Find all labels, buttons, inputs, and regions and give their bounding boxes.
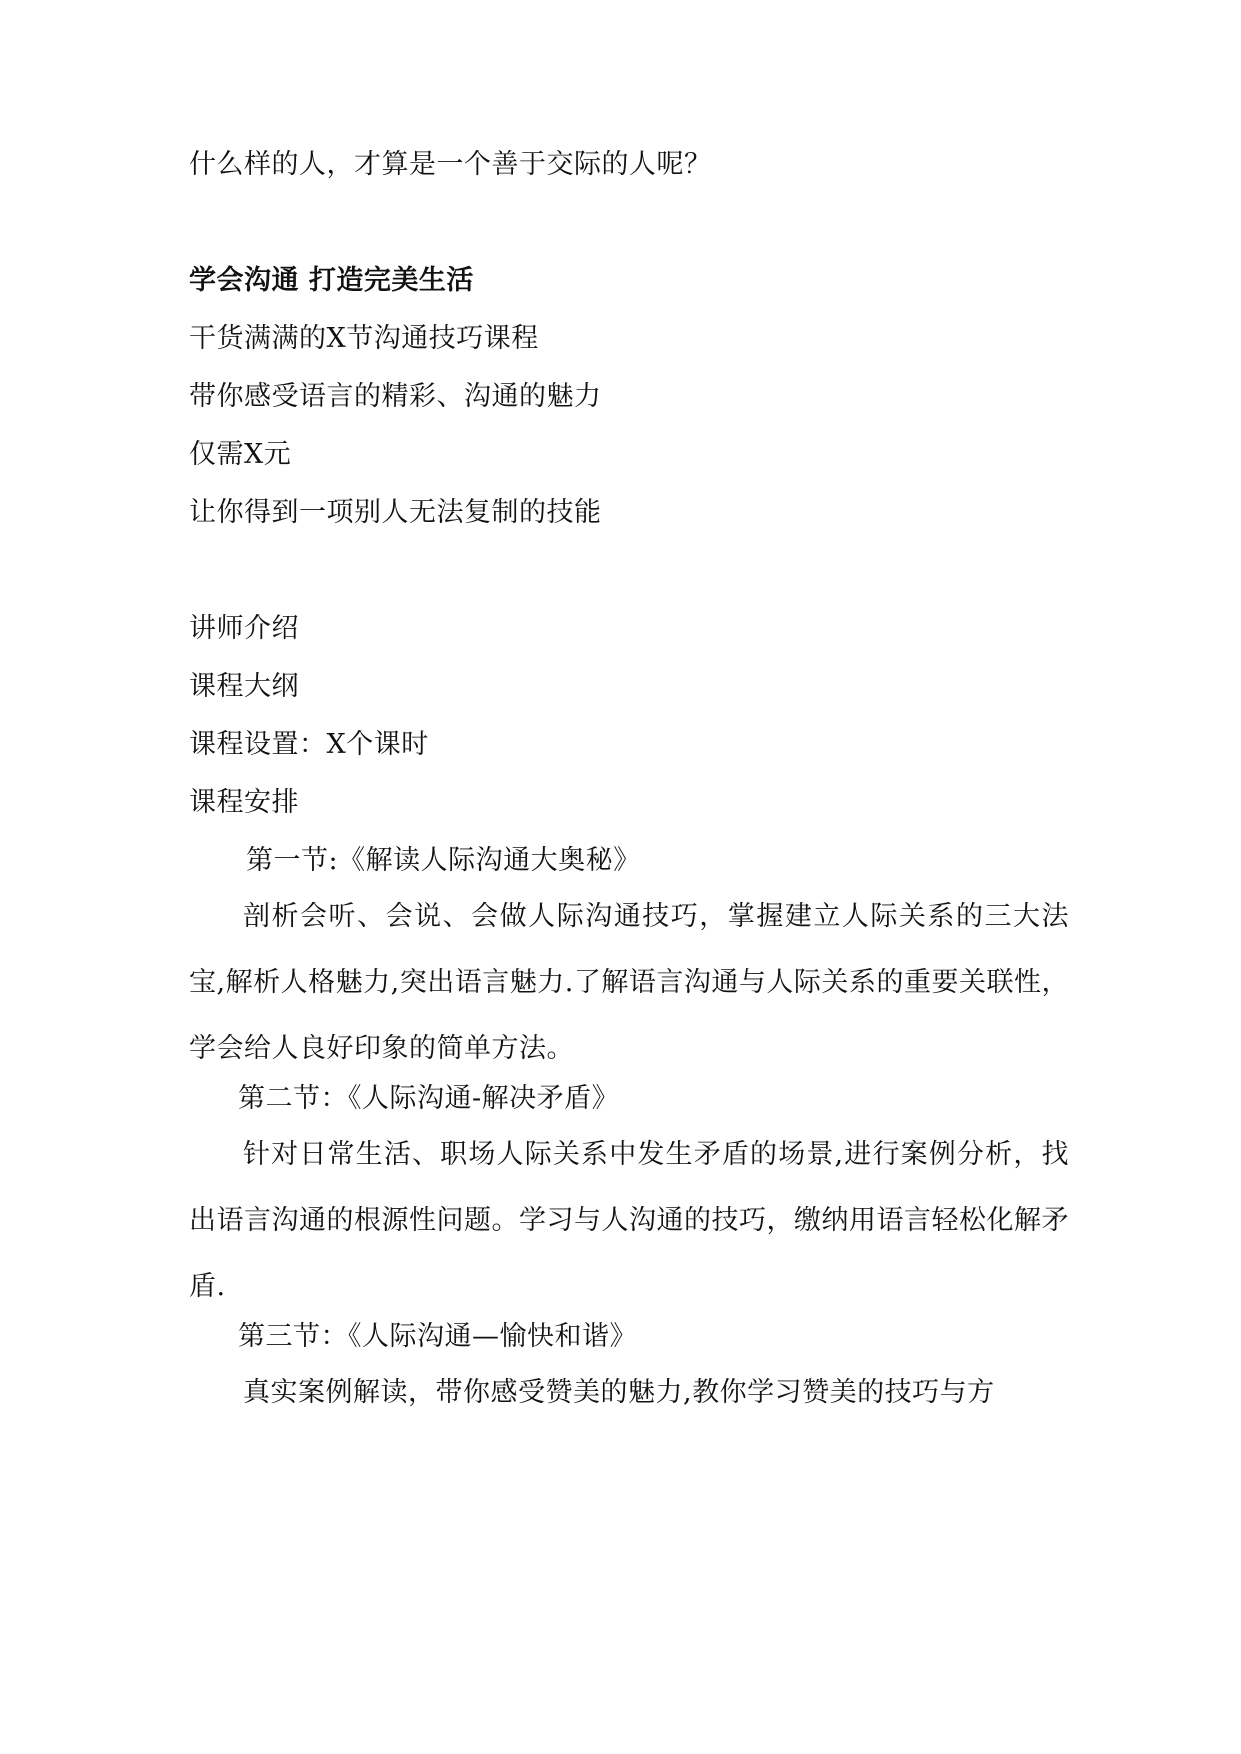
section-body: 剖析会听、会说、会做人际沟通技巧，掌握建立人际关系的三大法宝,解析人格魅力,突出语言魅力.了解语言沟通与人际关系的重要关联性，学会给人良好印象的简单方法。 [189, 901, 1069, 1064]
section-body: 针对日常生活、职场人际关系中发生矛盾的场景,进行案例分析，找出语言沟通的根源性问题。学习与人沟通的技巧，缴纳用语言轻松化解矛盾. [189, 1139, 1069, 1302]
section-title: 第一节:《解读人际沟通大奥秘》 [246, 845, 641, 876]
menu-line: 讲师介绍 [189, 613, 299, 644]
intro-question: 什么样的人，才算是一个善于交际的人呢？ [189, 149, 712, 180]
headline: 学会沟通 打造完美生活 [189, 265, 474, 296]
menu-line: 课程设置：X个课时 [189, 729, 429, 760]
promo-line: 仅需X元 [189, 439, 292, 470]
promo-line: 让你得到一项别人无法复制的技能 [189, 497, 602, 528]
section-title: 第三节：《人际沟通—愉快和谐》 [238, 1321, 637, 1352]
promo-line: 带你感受语言的精彩、沟通的魅力 [189, 381, 602, 412]
promo-line: 干货满满的X节沟通技巧课程 [189, 323, 539, 354]
section-title: 第二节：《人际沟通-解决矛盾》 [238, 1083, 620, 1114]
menu-line: 课程安排 [189, 787, 299, 818]
section-body: 真实案例解读，带你感受赞美的魅力,教你学习赞美的技巧与方 [243, 1377, 995, 1408]
menu-line: 课程大纲 [189, 671, 299, 702]
